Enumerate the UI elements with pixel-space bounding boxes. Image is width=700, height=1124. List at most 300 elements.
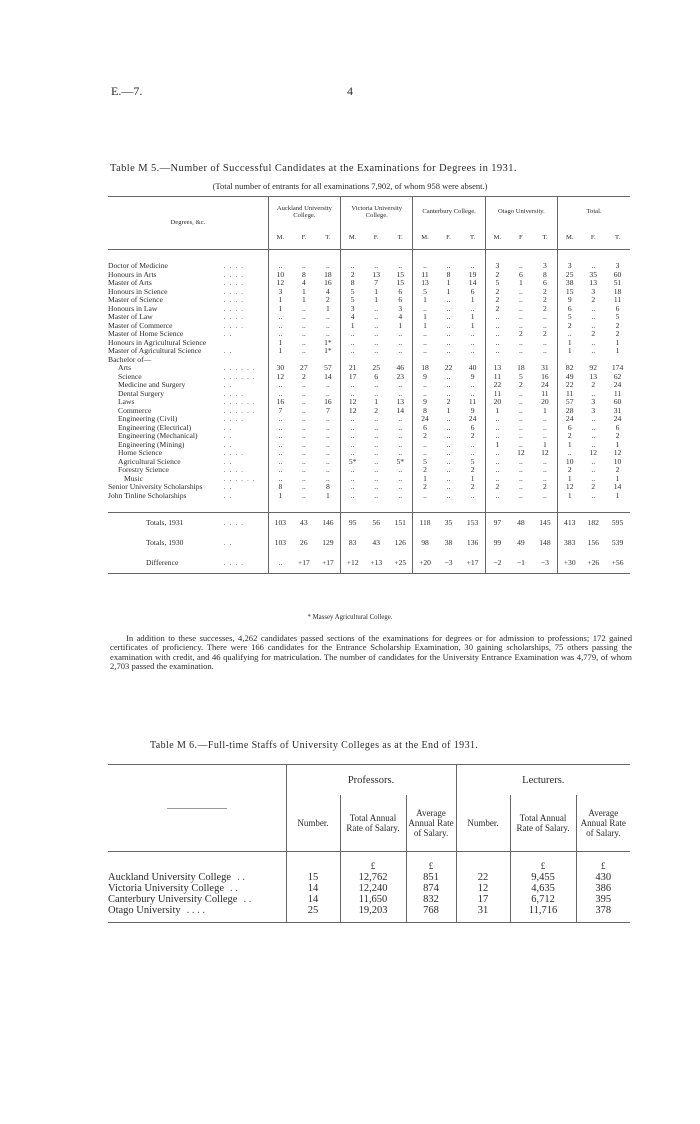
table-cell: 28 bbox=[558, 407, 582, 416]
table-cell: 15 bbox=[286, 872, 340, 883]
table-cell: 2 bbox=[615, 321, 620, 330]
table-row bbox=[108, 533, 630, 553]
row-label: Honours in Law bbox=[108, 304, 158, 313]
table-cell: +17 bbox=[460, 553, 485, 574]
table-cell: .. bbox=[301, 321, 306, 330]
table-cell: .. bbox=[446, 347, 451, 355]
table-cell: .. bbox=[470, 491, 475, 500]
table-cell: 6 bbox=[398, 287, 403, 296]
table-cell: .. bbox=[374, 449, 379, 457]
table-m5-title: Table M 5.—Number of Successful Candidates at the Examinations for Degrees in 1931. bbox=[110, 163, 517, 174]
leader-dots: . . bbox=[223, 432, 233, 440]
table-cell: 2 bbox=[615, 330, 620, 338]
row-label: Master of Commerce bbox=[108, 321, 173, 330]
table-cell: 13 bbox=[485, 364, 509, 373]
table-cell: 11 bbox=[541, 389, 549, 398]
table-cell: 14 bbox=[613, 483, 622, 491]
table-cell: 11,650 bbox=[340, 894, 406, 905]
table-cell: .. bbox=[398, 491, 403, 500]
row-label: Master of Arts bbox=[108, 279, 152, 287]
pound-symbol: £ bbox=[576, 852, 630, 873]
table-cell: 6 bbox=[558, 424, 582, 433]
table-cell: 2 bbox=[374, 406, 379, 415]
table-cell: 8 bbox=[301, 270, 306, 279]
table-cell: .. bbox=[485, 475, 509, 484]
leader-dots: . . bbox=[223, 347, 233, 355]
table-cell: .. bbox=[446, 321, 451, 330]
table-cell: 11 bbox=[613, 389, 622, 398]
table-cell bbox=[509, 356, 533, 365]
table-cell: 2 bbox=[325, 296, 330, 304]
table-cell: .. bbox=[325, 330, 330, 338]
row-label: Master of Science bbox=[108, 296, 163, 304]
table-cell: .. bbox=[301, 381, 306, 389]
table-cell: 10 bbox=[558, 458, 582, 467]
table-cell: 2 bbox=[591, 330, 596, 338]
table-cell: 6,712 bbox=[510, 894, 576, 905]
table-cell: 148 bbox=[539, 537, 551, 547]
table-cell: .. bbox=[518, 287, 523, 296]
table-cell: 182 bbox=[581, 513, 605, 534]
table-cell: 2 bbox=[470, 432, 475, 440]
pound-symbol: £ bbox=[406, 852, 456, 873]
table-cell: .. bbox=[446, 415, 451, 423]
table-cell: .. bbox=[485, 449, 509, 458]
professors-header: Professors. bbox=[286, 765, 456, 796]
table-cell: .. bbox=[446, 449, 451, 457]
table-row bbox=[108, 513, 630, 534]
leader-dots: . . . . bbox=[223, 270, 245, 279]
table-cell: 4 bbox=[341, 313, 365, 322]
table-cell: .. bbox=[446, 491, 451, 500]
table-cell: .. bbox=[374, 330, 379, 338]
leader-dots: . . . . . . bbox=[223, 398, 256, 406]
table-cell: .. bbox=[398, 474, 403, 483]
table-cell: .. bbox=[325, 423, 330, 432]
table-cell: .. bbox=[398, 483, 403, 491]
table-cell: 1* bbox=[324, 347, 332, 355]
table-cell: .. bbox=[301, 423, 306, 432]
table-cell: 8 bbox=[543, 270, 547, 279]
table-cell: 539 bbox=[611, 537, 624, 547]
table-cell: 21 bbox=[341, 364, 365, 373]
table-cell: .. bbox=[591, 262, 596, 270]
table-cell: .. bbox=[518, 313, 523, 321]
leader-dots: . . . . bbox=[223, 304, 245, 313]
table-cell: 595 bbox=[605, 513, 630, 534]
table-cell: .. bbox=[301, 398, 306, 406]
table-cell: −1 bbox=[509, 553, 533, 574]
table-cell: 2 bbox=[543, 304, 547, 313]
column-header: T. bbox=[460, 227, 485, 250]
table-cell: 17 bbox=[456, 894, 510, 905]
table-cell: .. bbox=[398, 381, 403, 389]
table-m5-footnote: * Massey Agricultural College. bbox=[307, 614, 393, 621]
table-cell: +13 bbox=[364, 553, 388, 574]
row-label: Master of Agricultural Science bbox=[108, 347, 202, 355]
leader-dots: . . . . bbox=[224, 513, 268, 534]
column-header: M. bbox=[413, 227, 437, 250]
table-cell: .. bbox=[446, 432, 451, 440]
table-cell: 11 bbox=[613, 296, 622, 304]
table-cell: 1 bbox=[615, 491, 620, 500]
table-row bbox=[108, 441, 630, 450]
table-cell: 1 bbox=[485, 441, 509, 450]
table-cell: 16 bbox=[324, 279, 332, 287]
table-cell: .. bbox=[398, 338, 403, 347]
group-header: Canterbury College. bbox=[413, 197, 485, 228]
table-row bbox=[108, 305, 630, 314]
table-cell: 13 bbox=[589, 279, 598, 287]
table-cell: 22 bbox=[558, 381, 582, 390]
table-cell: .. bbox=[374, 347, 379, 355]
table-cell: 60 bbox=[613, 270, 622, 279]
leader-dots: . . bbox=[223, 483, 233, 491]
table-cell: 2 bbox=[485, 305, 509, 314]
table-cell: 6 bbox=[398, 296, 403, 304]
table-cell: 2 bbox=[485, 296, 509, 305]
table-cell: 1 bbox=[470, 321, 475, 330]
row-label: Laws bbox=[118, 398, 135, 406]
table-row bbox=[108, 364, 630, 373]
column-header: F. bbox=[292, 227, 316, 250]
table-cell: 1 bbox=[413, 296, 437, 305]
table-cell: .. bbox=[413, 449, 437, 458]
leader-dots: . . bbox=[223, 423, 233, 432]
table-cell: 146 bbox=[316, 513, 341, 534]
table-cell: 82 bbox=[558, 364, 582, 373]
table-cell: .. bbox=[268, 330, 292, 339]
table-row bbox=[108, 279, 630, 288]
table-cell bbox=[605, 356, 630, 365]
table-cell: 383 bbox=[558, 533, 582, 553]
table-cell: 16 bbox=[541, 372, 549, 381]
table-cell: 9 bbox=[413, 373, 437, 382]
table-cell: 6 bbox=[518, 270, 523, 279]
table-cell: 1 bbox=[268, 339, 292, 348]
row-label: Senior University Scholarships bbox=[108, 483, 203, 491]
leader-dots: . . . . bbox=[223, 287, 245, 296]
table-cell: .. bbox=[341, 424, 365, 433]
table-cell: 103 bbox=[268, 533, 292, 553]
table-cell: .. bbox=[374, 381, 379, 389]
table-cell bbox=[268, 356, 292, 365]
table-cell: 1 bbox=[268, 492, 292, 501]
row-label: Science bbox=[118, 372, 142, 381]
table-cell: 20 bbox=[485, 398, 509, 407]
table-cell: 430 bbox=[576, 872, 630, 883]
table-cell: 1 bbox=[374, 287, 379, 296]
table-cell: .. bbox=[446, 440, 451, 449]
college-name-text: Otago University bbox=[108, 905, 181, 916]
table-cell: .. bbox=[398, 330, 403, 338]
leader-dots: . . . . bbox=[223, 279, 245, 287]
table-row bbox=[108, 313, 630, 322]
table-cell: 99 bbox=[485, 533, 509, 553]
table-cell: 1 bbox=[341, 322, 365, 331]
table-cell: .. bbox=[301, 262, 306, 270]
table-cell: .. bbox=[543, 321, 547, 330]
table-cell: 2 bbox=[558, 466, 582, 475]
table-cell: +30 bbox=[558, 553, 582, 574]
table-cell: 1 bbox=[446, 279, 451, 287]
table-cell: 1 bbox=[558, 339, 582, 348]
table-cell: 2 bbox=[485, 483, 509, 492]
table-row bbox=[108, 373, 630, 382]
table-cell: 12 bbox=[456, 883, 510, 894]
table-cell: .. bbox=[301, 466, 306, 474]
table-cell: 4,635 bbox=[510, 883, 576, 894]
table-cell: .. bbox=[470, 347, 475, 355]
table-cell: 11 bbox=[558, 390, 582, 399]
table-cell: 2 bbox=[615, 432, 620, 440]
leader-dots: . . bbox=[223, 381, 233, 389]
table-cell: 25 bbox=[286, 905, 340, 923]
table-cell: .. bbox=[518, 483, 523, 491]
table-cell: 1 bbox=[301, 287, 306, 296]
table-cell: 3 bbox=[558, 262, 582, 271]
table-cell: 2 bbox=[301, 372, 306, 381]
column-header: Number. bbox=[286, 795, 340, 852]
row-label: Master of Home Science bbox=[108, 330, 184, 338]
row-label: Totals, 1930 bbox=[146, 537, 184, 547]
college-name bbox=[108, 894, 286, 905]
table-cell: 15 bbox=[396, 270, 405, 279]
table-cell: .. bbox=[268, 262, 292, 271]
table-cell: .. bbox=[268, 381, 292, 390]
table-row bbox=[108, 322, 630, 331]
leader-dots: . . . . bbox=[223, 466, 245, 474]
table-cell: 60 bbox=[613, 398, 622, 406]
row-label: Home Science bbox=[118, 449, 163, 457]
table-cell: .. bbox=[301, 491, 306, 500]
table-cell: .. bbox=[518, 423, 523, 432]
table-cell: 83 bbox=[341, 533, 365, 553]
table-cell: 12 bbox=[558, 483, 582, 492]
table-cell: .. bbox=[301, 415, 306, 423]
table-cell: 2 bbox=[485, 288, 509, 297]
table-cell: 9 bbox=[558, 296, 582, 305]
table-cell: .. bbox=[374, 474, 379, 483]
table-cell: 136 bbox=[466, 537, 479, 547]
table-cell: 2 bbox=[543, 296, 547, 304]
table-cell: 1 bbox=[268, 296, 292, 305]
table-cell: .. bbox=[543, 466, 547, 474]
table-cell: 18 bbox=[517, 364, 525, 372]
table-cell: .. bbox=[374, 483, 379, 491]
table-cell: 5 bbox=[413, 288, 437, 297]
table-cell: .. bbox=[268, 424, 292, 433]
college-name bbox=[108, 883, 286, 894]
table-row bbox=[108, 415, 630, 424]
table-cell: 97 bbox=[485, 513, 509, 534]
table-cell: −2 bbox=[485, 553, 509, 574]
table-cell: .. bbox=[413, 390, 437, 399]
table-cell bbox=[341, 356, 365, 365]
table-row bbox=[108, 894, 630, 905]
table-cell: 1 bbox=[470, 313, 475, 321]
table-cell: .. bbox=[301, 338, 306, 347]
column-header: Total Annual Rate of Salary. bbox=[340, 795, 406, 852]
table-cell: .. bbox=[268, 466, 292, 475]
college-name-text: Canterbury University College bbox=[108, 894, 238, 905]
table-cell: 832 bbox=[406, 894, 456, 905]
table-cell: .. bbox=[485, 424, 509, 433]
table-cell: 24 bbox=[613, 415, 622, 423]
staff-corner bbox=[108, 765, 286, 852]
table-cell: 24 bbox=[468, 415, 477, 423]
table-m5 bbox=[108, 196, 630, 574]
table-cell: 7 bbox=[374, 279, 379, 287]
table-cell: .. bbox=[485, 330, 509, 339]
table-cell: .. bbox=[446, 372, 451, 381]
table-cell: 22 bbox=[444, 364, 453, 372]
table-cell: .. bbox=[268, 313, 292, 322]
table-cell: .. bbox=[518, 406, 523, 415]
table-cell bbox=[437, 356, 461, 365]
table-cell: 17 bbox=[341, 373, 365, 382]
table-cell: 8 bbox=[325, 483, 330, 491]
table-cell: .. bbox=[485, 322, 509, 331]
column-header: Average Annual Rate of Salary. bbox=[406, 795, 456, 852]
table-cell: .. bbox=[398, 423, 403, 432]
row-label: Dental Surgery bbox=[118, 389, 165, 398]
table-cell: .. bbox=[446, 423, 451, 432]
table-cell: .. bbox=[301, 474, 306, 483]
table-cell: 1* bbox=[324, 338, 332, 347]
table-cell: 1 bbox=[558, 492, 582, 501]
table-cell: .. bbox=[591, 321, 596, 330]
table-cell: 14 bbox=[324, 372, 332, 381]
table-cell: .. bbox=[398, 415, 403, 423]
table-cell: .. bbox=[341, 432, 365, 441]
table-cell: 2 bbox=[485, 271, 509, 280]
table-row bbox=[108, 271, 630, 280]
table-cell: .. bbox=[485, 415, 509, 424]
column-header: T. bbox=[388, 227, 413, 250]
table-row bbox=[108, 330, 630, 339]
table-cell: .. bbox=[325, 474, 330, 483]
table-m6-title: Table M 6.—Full-time Staffs of University Colleges as at the End of 1931. bbox=[150, 740, 479, 751]
table-cell: 6 bbox=[543, 279, 547, 287]
table-cell: .. bbox=[341, 483, 365, 492]
table-cell: .. bbox=[341, 466, 365, 475]
table-cell: 8 bbox=[413, 407, 437, 416]
table-cell: .. bbox=[374, 466, 379, 474]
table-cell: .. bbox=[325, 262, 330, 270]
table-cell: 378 bbox=[576, 905, 630, 923]
table-cell: .. bbox=[543, 491, 547, 500]
table-cell: 5* bbox=[341, 458, 365, 467]
table-row bbox=[108, 492, 630, 501]
table-cell: .. bbox=[446, 474, 451, 483]
row-label: John Tinline Scholarships bbox=[108, 491, 187, 500]
table-cell: 11 bbox=[413, 271, 437, 280]
column-header: F bbox=[509, 227, 533, 250]
table-cell: 5 bbox=[558, 313, 582, 322]
row-label: Bachelor of— bbox=[108, 355, 152, 364]
table-cell: 1 bbox=[615, 440, 620, 449]
table-cell: .. bbox=[325, 457, 330, 466]
table-cell: .. bbox=[398, 440, 403, 449]
table-cell: 5 bbox=[341, 296, 365, 305]
table-cell: +26 bbox=[581, 553, 605, 574]
table-cell: 2 bbox=[413, 432, 437, 441]
table-cell: 1 bbox=[543, 440, 547, 449]
table-cell: .. bbox=[470, 262, 475, 270]
table-cell bbox=[364, 356, 388, 365]
leader-dots: . . . . bbox=[223, 321, 245, 330]
table-cell: 5 bbox=[518, 372, 523, 381]
group-header: Auckland University College. bbox=[268, 197, 340, 228]
table-cell: .. bbox=[518, 432, 523, 440]
table-cell: .. bbox=[518, 415, 523, 423]
table-cell: 11 bbox=[485, 373, 509, 382]
table-cell: 20 bbox=[541, 398, 549, 406]
table-cell: .. bbox=[398, 432, 403, 440]
table-cell: 145 bbox=[533, 513, 558, 534]
table-cell: 98 bbox=[413, 533, 437, 553]
table-cell: .. bbox=[374, 432, 379, 440]
table-cell: .. bbox=[341, 449, 365, 458]
leader-dots: . . bbox=[223, 491, 233, 500]
table-cell: 3 bbox=[485, 262, 509, 271]
leader-dots: . . bbox=[237, 872, 245, 883]
table-cell: .. bbox=[446, 457, 451, 466]
table-cell: 6 bbox=[470, 287, 475, 296]
table-cell: .. bbox=[591, 313, 596, 321]
table-cell: .. bbox=[446, 262, 451, 270]
row-label: Doctor of Medicine bbox=[108, 262, 168, 270]
table-cell: 24 bbox=[613, 381, 622, 389]
table-cell: .. bbox=[543, 338, 547, 347]
table-cell: .. bbox=[591, 432, 596, 440]
table-cell: 9,455 bbox=[510, 872, 576, 883]
table-cell: .. bbox=[374, 440, 379, 449]
table-cell: 6 bbox=[615, 423, 620, 432]
table-cell: .. bbox=[518, 398, 523, 406]
table-cell: +20 bbox=[413, 553, 437, 574]
pound-symbol: £ bbox=[340, 852, 406, 873]
table-cell: .. bbox=[591, 304, 596, 313]
table-cell: .. bbox=[413, 347, 437, 356]
table-cell: 2 bbox=[470, 466, 475, 474]
row-label: Totals, 1931 bbox=[108, 513, 224, 534]
row-label: Master of Law bbox=[108, 313, 153, 321]
table-cell bbox=[558, 356, 582, 365]
table-cell: 2 bbox=[543, 330, 547, 338]
table-cell: .. bbox=[485, 339, 509, 348]
table-cell: 18 bbox=[324, 270, 332, 279]
table-cell: 1 bbox=[301, 296, 306, 304]
table-cell: 24 bbox=[558, 415, 582, 424]
table-cell: 12 bbox=[341, 407, 365, 416]
table-cell: .. bbox=[470, 389, 475, 398]
table-cell: .. bbox=[374, 389, 379, 398]
table-cell: 62 bbox=[613, 372, 622, 381]
table-cell: .. bbox=[301, 432, 306, 440]
table-cell: .. bbox=[413, 262, 437, 271]
leader-dots: . . . . . . bbox=[223, 474, 256, 483]
table-cell: 9 bbox=[413, 398, 437, 407]
row-label: Honours in Science bbox=[108, 287, 168, 296]
table-cell: 1 bbox=[268, 305, 292, 314]
table-cell: .. bbox=[268, 553, 292, 574]
table-cell: .. bbox=[543, 432, 547, 440]
table-cell: .. bbox=[446, 381, 451, 389]
table-cell: 12 bbox=[613, 449, 622, 457]
table-cell bbox=[388, 356, 413, 365]
